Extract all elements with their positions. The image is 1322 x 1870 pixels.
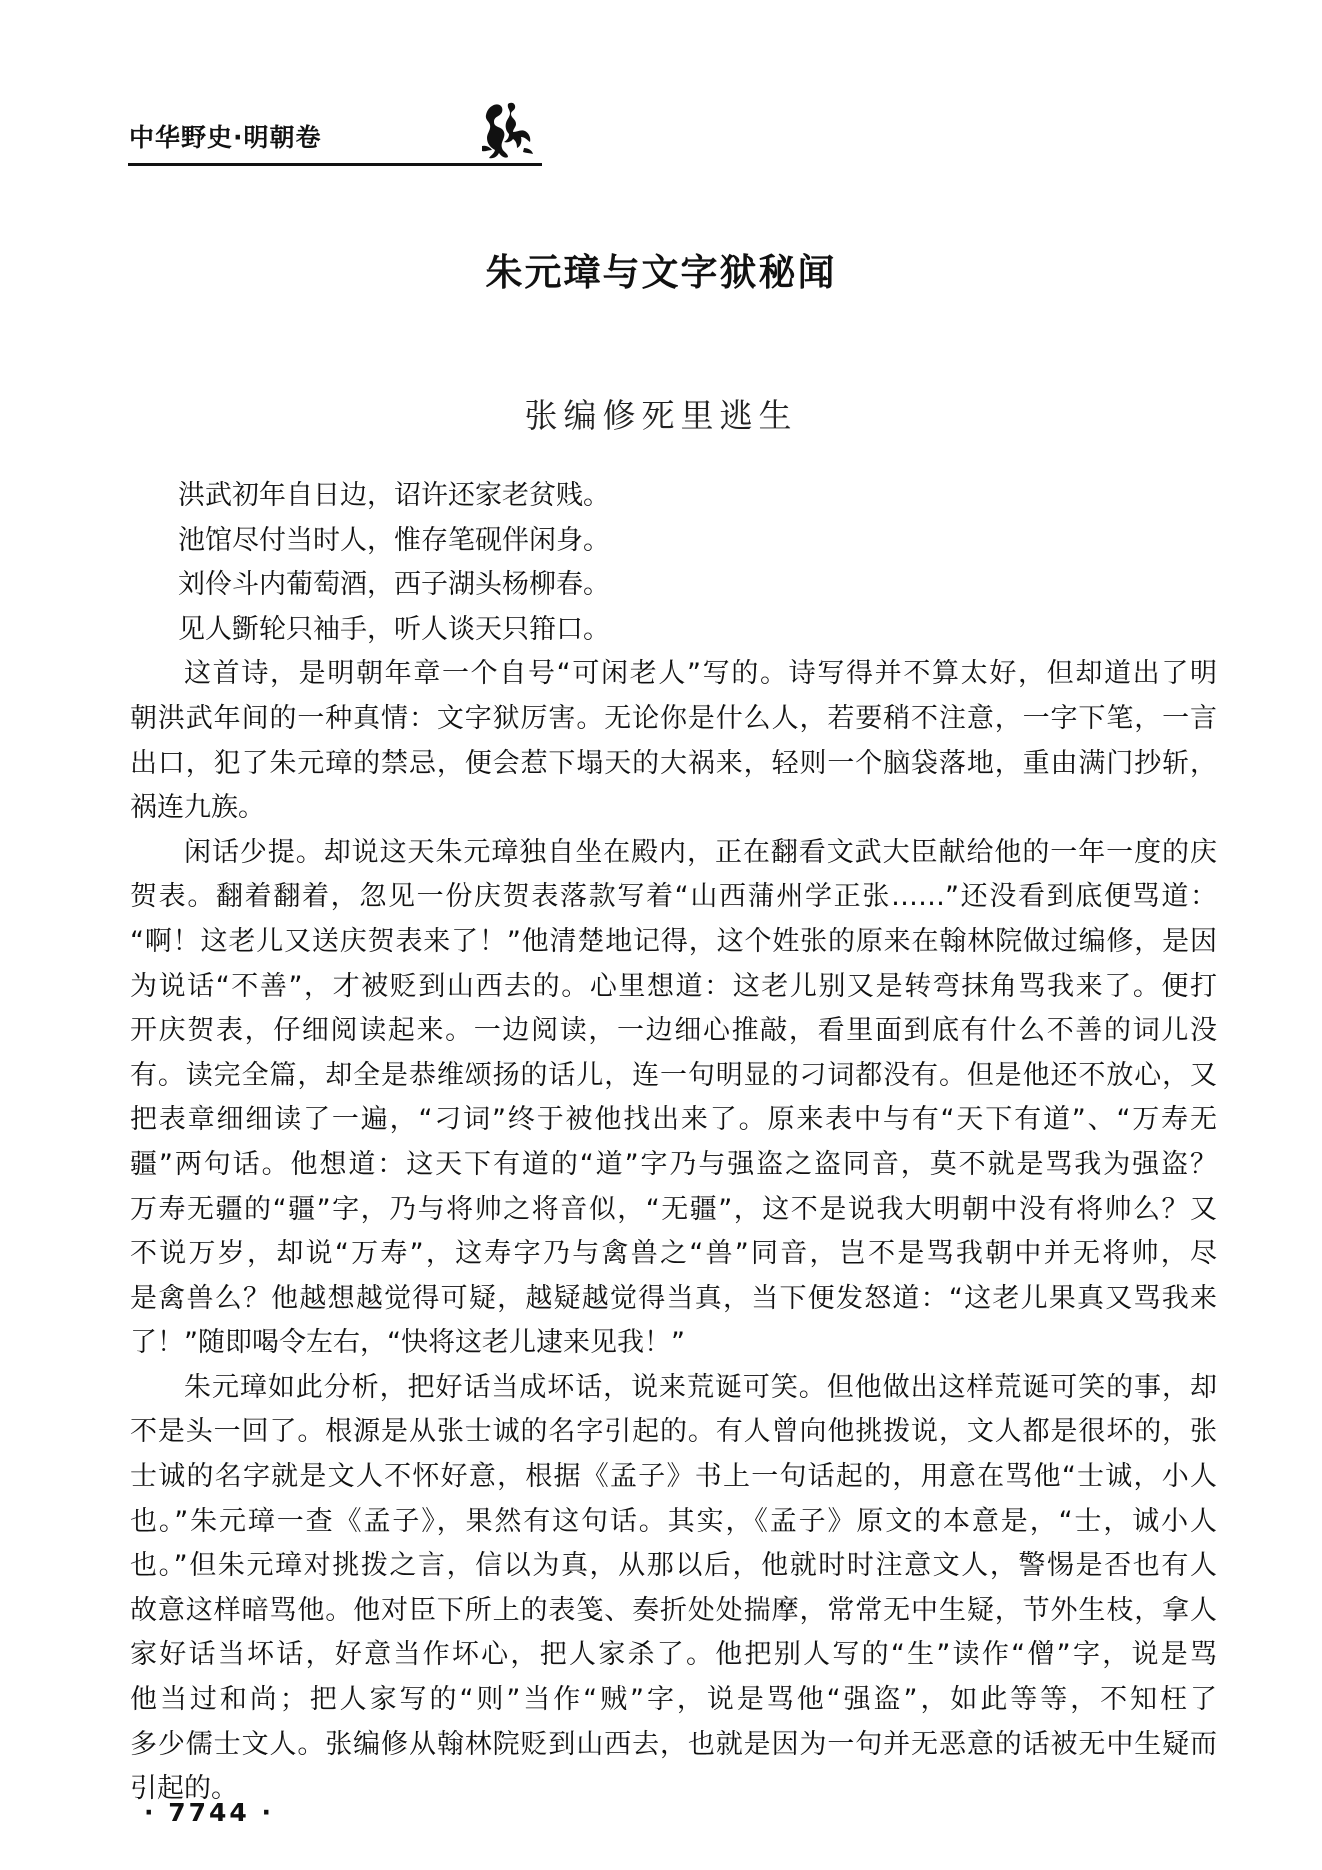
text-line: 是禽兽么？他越想越觉得可疑，越疑越觉得当真，当下便发怒道：“这老儿果真又骂我来 bbox=[130, 1282, 1217, 1314]
running-header-book-title: 中华野史·明朝卷 bbox=[129, 123, 322, 152]
text-line: 有。读完全篇，却全是恭维颂扬的话儿，连一句明显的刁词都没有。但是他还不放心，又 bbox=[130, 1059, 1217, 1091]
text-line: 祸连九族。 bbox=[130, 792, 265, 824]
paragraphs bbox=[130, 652, 1217, 1811]
text-line: 不是头一回了。根源是从张士诚的名字引起的。有人曾向他挑拨说，文人都是很坏的，张 bbox=[130, 1416, 1217, 1448]
poem-line: 洪武初年自日边，诏许还家老贫贱。 bbox=[178, 480, 610, 511]
page-number: · 7744 · bbox=[144, 1798, 274, 1827]
text-line: 开庆贺表，仔细阅读起来。一边阅读，一边细心推敲，看里面到底有什么不善的词儿没 bbox=[130, 1015, 1217, 1047]
text-line: 不说万岁，却说“万寿”，这寿字乃与禽兽之“兽”同音，岂不是骂我朝中并无将帅，尽 bbox=[130, 1238, 1217, 1270]
paragraph bbox=[130, 652, 1217, 830]
text-line: 贺表。翻着翻着，忽见一份庆贺表落款写着“山西蒲州学正张……”还没看到底便骂道： bbox=[130, 881, 1217, 913]
article-title: 朱元璋与文字狱秘闻 bbox=[485, 251, 837, 294]
text-line: 引起的。 bbox=[130, 1773, 238, 1805]
poem-line: 池馆尽付当时人，惟存笔砚伴闲身。 bbox=[178, 524, 610, 556]
text-line: 多少儒士文人。张编修从翰林院贬到山西去，也就是因为一句并无恶意的话被无中生疑而 bbox=[130, 1728, 1217, 1760]
text-line: 家好话当坏话，好意当作坏心，把人家杀了。他把别人写的“生”读作“僧”字，说是骂 bbox=[130, 1639, 1217, 1671]
text-line: 把表章细细读了一遍，“刁词”终于被他找出来了。原来表中与有“天下有道”、“万寿无 bbox=[130, 1104, 1217, 1136]
poem-line: 刘伶斗内葡萄酒，西子湖头杨柳春。 bbox=[178, 569, 610, 601]
section-subtitle: 张编修死里逃生 bbox=[524, 396, 798, 435]
paragraph bbox=[130, 831, 1217, 1366]
header-rule bbox=[128, 163, 542, 166]
text-line: 朝洪武年间的一种真情：文字狱厉害。无论你是什么人，若要稍不注意，一字下笔，一言 bbox=[130, 702, 1217, 734]
text-line: 了！”随即喝令左右，“快将这老儿逮来见我！” bbox=[130, 1327, 685, 1359]
text-line: 也。”但朱元璋对挑拨之言，信以为真，从那以后，他就时时注意文人，警惕是否也有人 bbox=[130, 1550, 1217, 1582]
text-line: 闲话少提。却说这天朱元璋独自坐在殿内，正在翻看文武大臣献给他的一年一度的庆 bbox=[184, 836, 1217, 868]
poem-line: 见人斵轮只袖手，听人谈天只箝口。 bbox=[178, 613, 610, 645]
text-line: 也。”朱元璋一查《孟子》，果然有这句话。其实，《孟子》原文的本意是，“士，诚小人 bbox=[130, 1505, 1217, 1537]
text-line: 万寿无疆的“疆”字，乃与将帅之将音似，“无疆”，这不是说我大明朝中没有将帅么？又 bbox=[130, 1193, 1217, 1225]
text-line: 这首诗，是明朝年章一个自号“可闲老人”写的。诗写得并不算太好，但却道出了明 bbox=[184, 658, 1217, 690]
article-body bbox=[130, 474, 1217, 1812]
text-line: 为说话“不善”，才被贬到山西去的。心里想道：这老儿别又是转弯抹角骂我来了。便打 bbox=[130, 970, 1217, 1002]
poem bbox=[130, 474, 1217, 652]
paragraph bbox=[130, 1366, 1217, 1812]
text-line: 故意这样暗骂他。他对臣下所上的表笺、奏折处处揣摩，常常无中生疑，节外生枝，拿人 bbox=[130, 1594, 1217, 1626]
text-line: 士诚的名字就是文人不怀好意，根据《孟子》书上一句话起的，用意在骂他“士诚，小人 bbox=[130, 1461, 1217, 1493]
text-line: “啊！这老儿又送庆贺表来了！”他清楚地记得，这个姓张的原来在翰林院做过编修，是因 bbox=[130, 925, 1217, 957]
dragon-emblem-icon bbox=[472, 98, 542, 168]
text-line: 疆”两句话。他想道：这天下有道的“道”字乃与强盗之盗同音，莫不就是骂我为强盗？ bbox=[130, 1148, 1217, 1180]
text-line: 他当过和尚；把人家写的“则”当作“贼”字，说是骂他“强盗”，如此等等，不知枉了 bbox=[130, 1684, 1217, 1716]
text-line: 朱元璋如此分析，把好话当成坏话，说来荒诞可笑。但他做出这样荒诞可笑的事，却 bbox=[184, 1371, 1217, 1403]
text-line: 出口，犯了朱元璋的禁忌，便会惹下塌天的大祸来，轻则一个脑袋落地，重由满门抄斩， bbox=[130, 747, 1217, 779]
